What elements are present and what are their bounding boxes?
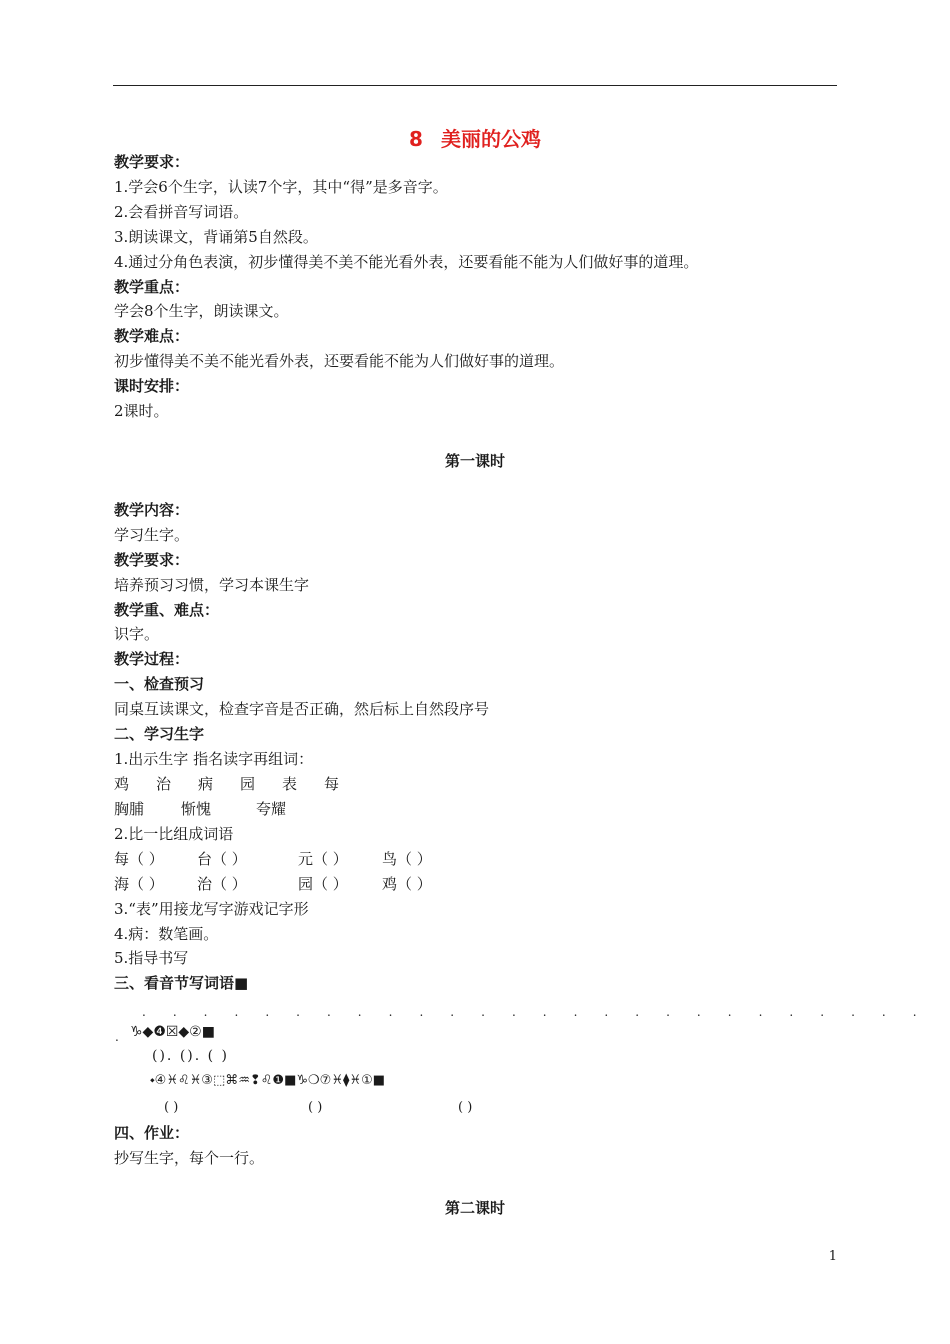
- step-2-heading: 二、学习生字: [114, 725, 205, 743]
- page-title: [0, 123, 950, 152]
- answer-blank: ( ): [164, 1100, 179, 1115]
- lesson-2-heading: 第二课时: [444, 1199, 505, 1217]
- homework-heading: 四、作业：: [114, 1124, 190, 1142]
- page-number: 1: [828, 1249, 837, 1264]
- header-rule: [113, 85, 837, 86]
- compare-cell: 海（ ）: [114, 875, 164, 893]
- character-row-2: [0, 799, 950, 819]
- word: 惭愧: [181, 800, 212, 818]
- requirement-3: 3.朗读课文，背诵第5自然段。: [114, 228, 318, 246]
- pinyin-glyph-row-2: (). (). ( ): [152, 1048, 230, 1064]
- char: 每: [324, 775, 340, 793]
- step-2-item-3: 3.“表”用接龙写字游戏记字形: [114, 900, 309, 918]
- lesson-title: 美丽的公鸡: [440, 127, 541, 151]
- step-1-heading: 一、检查预习: [114, 675, 205, 693]
- word: 夸耀: [256, 800, 287, 818]
- char: 鸡: [114, 775, 130, 793]
- key-points-heading: 教学重点：: [114, 278, 190, 296]
- difficulty-heading: 教学难点：: [114, 327, 190, 345]
- compare-cell: 元（ ）: [298, 850, 348, 868]
- step-2-item-2: 2.比一比组成词语: [114, 825, 234, 843]
- pinyin-glyph-row-1: ♑◆❹☒◆②■: [130, 1024, 215, 1040]
- schedule-text: 2课时。: [114, 402, 169, 420]
- compare-cell: 治（ ）: [197, 875, 247, 893]
- process-heading: 教学过程：: [114, 650, 190, 668]
- step-2-item-4: 4.病：数笔画。: [114, 925, 219, 943]
- compare-cell: 鸡（ ）: [382, 875, 432, 893]
- key-difficulty-text: 识字。: [114, 625, 160, 643]
- compare-cell: 园（ ）: [298, 875, 348, 893]
- compare-cell: 台（ ）: [197, 850, 247, 868]
- key-points-text: 学会8个生字，朗读课文。: [114, 302, 289, 320]
- answer-blank: ( ): [458, 1100, 473, 1115]
- schedule-heading: 课时安排：: [114, 377, 190, 395]
- compare-cell: 每（ ）: [114, 850, 164, 868]
- pinyin-glyph-row-3: ⬩④♓♌♓③⬚⌘♒❢♌❶■♑❍⑦♓⧫♓①■: [150, 1073, 386, 1088]
- requirement-2: 2.会看拼音写词语。: [114, 203, 249, 221]
- char: 表: [282, 775, 298, 793]
- key-difficulty-heading: 教学重、难点：: [114, 601, 220, 619]
- step-1-text: 同桌互读课文，检查字音是否正确，然后标上自然段序号: [114, 700, 490, 718]
- difficulty-text: 初步懂得美不美不能光看外表，还要看能不能为人们做好事的道理。: [114, 352, 565, 370]
- character-row-1: [0, 774, 950, 794]
- lesson-number: 8: [409, 127, 423, 151]
- compare-cell: 鸟（ ）: [382, 850, 432, 868]
- char: 病: [198, 775, 214, 793]
- compare-row-2: [0, 874, 950, 894]
- requirement-4: 4.通过分角色表演，初步懂得美不美不能光看外表，还要看能不能为人们做好事的道理。: [114, 253, 699, 271]
- lesson-req-text: 培养预习习惯，学习本课生字: [114, 576, 310, 594]
- step-3-heading: 三、看音节写词语■: [114, 974, 249, 992]
- char: 园: [240, 775, 256, 793]
- answer-blank-row: [0, 1098, 950, 1118]
- step-2-item-5: 5.指导书写: [114, 949, 189, 967]
- requirements-heading: 教学要求：: [114, 153, 190, 171]
- compare-row-1: [0, 849, 950, 869]
- content-heading: 教学内容：: [114, 501, 190, 519]
- answer-blank: ( ): [308, 1100, 323, 1115]
- lesson-1-heading: 第一课时: [444, 452, 505, 470]
- requirement-1: 1.学会6个生字，认读7个字，其中“得”是多音字。: [114, 178, 448, 196]
- lesson-req-heading: 教学要求：: [114, 551, 190, 569]
- pinyin-dot-marker: .: [115, 1030, 119, 1044]
- pinyin-dot-row: . . . . . . . . . . . . . . . . . . . . . . . . . .: [142, 1005, 929, 1019]
- word: 胸脯: [114, 800, 145, 818]
- step-2-item-1: 1.出示生字 指名读字再组词：: [114, 750, 314, 768]
- char: 治: [156, 775, 172, 793]
- homework-text: 抄写生字，每个一行。: [114, 1149, 265, 1167]
- content-text: 学习生字。: [114, 526, 190, 544]
